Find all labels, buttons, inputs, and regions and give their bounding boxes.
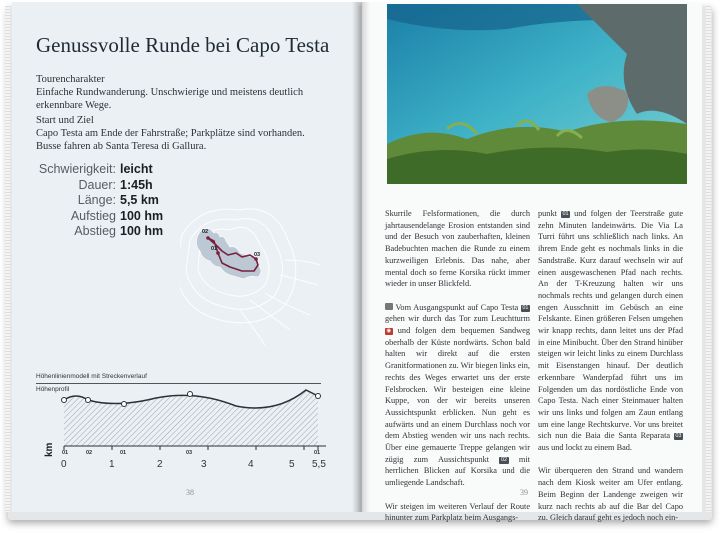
paragraph: Wir überqueren den Strand und wandern nach dem Kiosk weiter am Ufer entlang. Beim Beginn der Landenge zweigen wir kurz nach rechts ab auf die Bar del Capo zu. Gleich darauf geht es jedoch noch ein- <box>538 466 683 523</box>
paragraph: Skurrile Felsformationen, die durch jahrtausendelange Erosion entstanden sind und der Besuch von zauberhaften, kleinen Badebuchten machen die Runde zu einem kurzweiligen Erlebnis. Das nahe, aber mental doch so ferne Korsika rückt immer wieder in unser Blickfeld. <box>385 209 530 289</box>
page-number: 39 <box>520 488 528 497</box>
page-stack-left <box>5 6 10 512</box>
fact-label: Abstieg <box>74 224 116 238</box>
waypoint-badge: 01 <box>562 211 569 217</box>
axis-tick: 0 <box>61 459 67 470</box>
map-waypoint-03: 03 <box>254 252 261 258</box>
profile-area <box>64 390 318 446</box>
paragraph: punkt 01 und folgen der Teerstraße gute zehn Minuten landeinwärts. Die Via La Turri führt uns schließlich nach links. An ihrem Ende geht es nochmals links in die Sandstraße. Kurz darauf wechseln wir auf einen ausgewaschenen Pfad nach rechts. An der T-Kreuzung halten wir uns nochmals rechts und gelangen durch einen engen Ausschnitt im Gebüsch an eine Felskante. Einen größeren Felsen umgehen wir knapp rechts, dann leitet uns der Pfad in eine Minibucht. Über den Strand hinüber steigen wir leicht links zu einem Durchlass mit Eisenstangen hinauf. Der deutlich erkennbare Wanderpfad führt uns im Folgenden um das nordöstliche Ende von Capo Testa. Nach einer Steinmauer halten wir uns links und folgen am Zaun entlang um eine lange Rechtskurve. Vor uns breitet sich nun die Baia die Santa Reparata 03 aus und lockt zu einem Bad. <box>538 209 683 453</box>
page-stack-right <box>706 6 711 512</box>
page-number: 38 <box>186 488 194 497</box>
profile-waypoint: 01 <box>120 450 127 456</box>
profile-caption: Höhenprofil <box>36 386 70 393</box>
axis-unit-label: km <box>44 442 55 457</box>
fact-difficulty <box>36 162 163 178</box>
start-end-label: Start und Ziel <box>36 115 94 126</box>
map-waypoint-02: 02 <box>202 229 209 235</box>
fact-value: 100 hm <box>120 208 164 223</box>
profile-waypoint: 01 <box>314 450 321 456</box>
map-waypoint-01: 01 <box>211 246 218 252</box>
fact-value: 100 hm <box>120 224 164 238</box>
fact-label: Schwierigkeit: <box>38 162 116 176</box>
axis-tick: 4 <box>248 459 254 470</box>
fact-label: Dauer: <box>78 177 116 192</box>
map-caption: Höhenlinienmodell mit Streckenverlauf <box>36 373 147 380</box>
fact-length <box>36 193 163 209</box>
fact-value: leicht <box>120 162 153 176</box>
axis-tick: 5,5 <box>312 459 326 470</box>
profile-waypoint: 03 <box>186 450 193 456</box>
camera-icon: ◉ <box>386 328 392 335</box>
fact-duration <box>36 178 163 194</box>
axis-tick: 5 <box>289 459 295 470</box>
contour-map <box>180 205 320 345</box>
tour-character-label: Tourencharakter <box>36 74 105 85</box>
profile-waypoint: 02 <box>86 450 93 456</box>
camera-icon <box>385 303 393 310</box>
fact-value: 1:45h <box>120 177 153 192</box>
text-column-1 <box>385 208 530 536</box>
paragraph: Vom Ausgangspunkt auf Capo Testa 01 gehen wir durch das Tor zum Leuchtturm ◉ und folgen dem bequemen Sandweg oberhalb der Küste nordwärts. Schon bald halten wir direkt auf die ersten Granitformationen zu. Wir biegen links ein, rechts des Weges erwartet uns der erste Felsbrocken. Wir besteigen eine kleine Kuppe, von der wir bereits unseren Aussichtspunkt erblicken. Nun geht es aufwärts und an einem Durchlass noch vor dem Abstieg wenden wir uns nach rechts. Über eine gemauerte Treppe gelangen wir zügig zum Aussichtspunkt 02 mit herrlichen Blicken auf Korsika und die umliegende Landschaft. <box>385 302 530 488</box>
waypoint-badge: 03 <box>675 433 682 440</box>
fact-value: 5,5 km <box>120 193 159 207</box>
waypoint-badge: 02 <box>500 456 508 463</box>
text-column-2 <box>538 208 683 536</box>
start-end-text: Capo Testa am Ende der Fahrstraße; Parkplätze sind vorhanden. Busse fahren ab Santa Teresa di Gallura. <box>36 128 305 152</box>
profile-waypoint: 01 <box>62 450 69 456</box>
fact-label: Aufstieg <box>70 208 116 223</box>
fact-descent <box>36 224 163 240</box>
fact-label: Länge: <box>77 193 116 207</box>
tour-character-text: Einfache Rundwanderung. Unschwierige und meistens deutlich erkennbare Wege. <box>36 87 304 111</box>
tour-facts <box>36 162 163 240</box>
axis-tick: 2 <box>157 459 163 470</box>
axis-tick: 1 <box>109 459 115 470</box>
waypoint-badge: 01 <box>522 304 529 311</box>
book-gutter <box>352 2 370 512</box>
fact-ascent <box>36 209 163 225</box>
coast-photo <box>387 4 687 184</box>
page-title: Genussvolle Runde bei Capo Testa <box>36 33 330 57</box>
axis-tick: 3 <box>201 459 207 470</box>
paragraph: Wir steigen im weiteren Verlauf der Route hinunter zum Parkplatz beim Ausgangs- <box>385 501 530 523</box>
